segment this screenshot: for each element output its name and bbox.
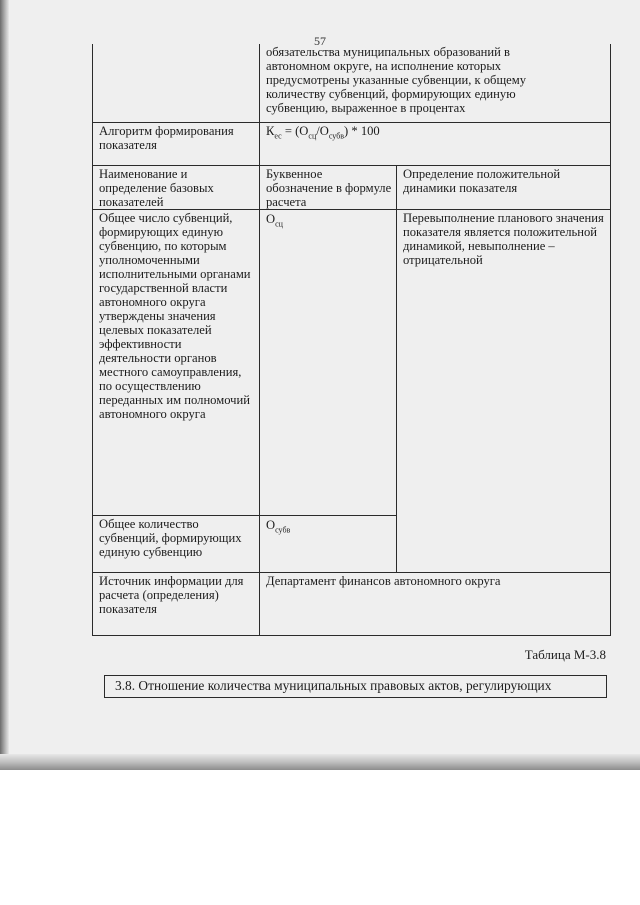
header-dynamics: Определение положительной динамики показателя [397,165,611,209]
scan-shadow-left [0,0,9,770]
algorithm-label: Алгоритм формирования показателя [93,122,260,165]
table-header-row [93,165,611,209]
table-caption: Таблица М-3.8 [524,647,606,662]
table-row [93,572,611,635]
base-indicator-symbol: $О_{субв}$ [260,515,397,572]
source-value: Департамент финансов автономного округа [260,572,611,635]
positive-dynamics-text: Перевыполнение планового значения показателя является положительной динамикой, невыполнение – отрицательной [397,209,611,572]
table-row [93,122,611,165]
base-indicator-name: Общее число субвенций, формирующих единую субвенцию, по которым уполномоченными исполнительными органами государственной власти автономного округа утверждены значения целевых показателей эффективности деятельности органов местного самоуправления, по осуществлению переданных им полномочий автономного округа [93,209,260,515]
base-indicator-name: Общее количество субвенций, формирующих единую субвенцию [93,515,260,572]
base-indicator-symbol: $О_{сц}$ [260,209,397,515]
algorithm-formula: $К_{ес} = (О_{сц}/О_{субв}) * 100$ [260,122,611,165]
scan-shadow-bottom [0,754,640,770]
empty-cell [93,44,260,122]
header-name: Наименование и определение базовых показателей [93,165,260,209]
next-section-heading: 3.8. Отношение количества муниципальных правовых актов, регулирующих [104,675,607,698]
indicator-table [92,44,611,636]
table-row [93,44,611,122]
table-row [93,209,611,515]
source-label: Источник информации для расчета (определения) показателя [93,572,260,635]
indicator-definition-continued: обязательства муниципальных образований в автономном округе, на исполнение которых предусмотрены указанные субвенции, к общему количеству субвенций, формирующих единую субвенцию, выраженное в процентах [260,44,611,122]
page-number: 57 [314,34,326,48]
header-symbol: Буквенное обозначение в формуле расчета [260,165,397,209]
